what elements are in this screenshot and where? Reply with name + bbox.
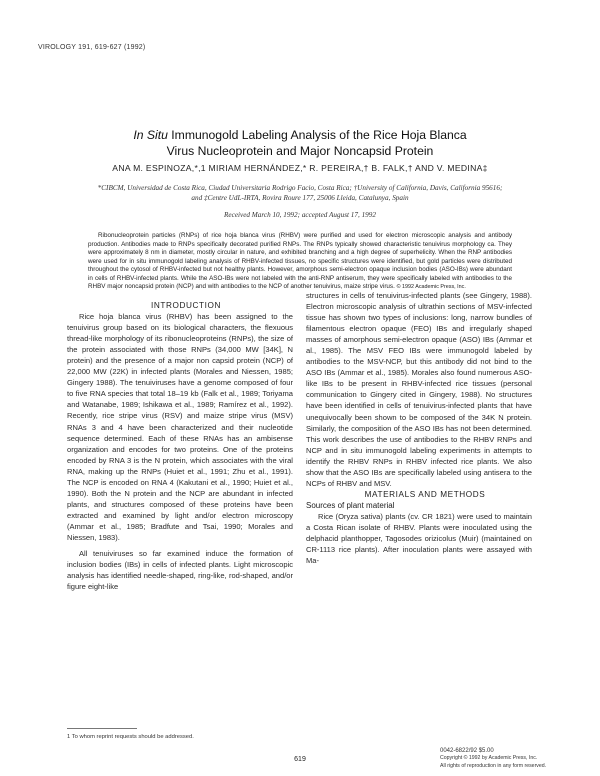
intro-paragraph-1: Rice hoja blanca virus (RHBV) has been assigned to the tenuivirus group based on its biological characters, the flexuous thread-like morphology of its ribonucleoproteins (RNPs), the size of the protein associated with those RNPs (34,000 MW [34K], N protein) and the presence of a major non capsid protein (NCP) of 22,000 MW (22K) in infected plants (Morales and Niessen, 1985; Gingery 1988). The tenuiviruses have a genome composed of four to five RNA species that total 18–19 kb (Falk et al., 1989; Toriyama and Watanabe, 1989; Ishikawa et al., 1989; Ramírez et al., 1992). Recently, rice stripe virus (RSV) and maize stripe virus (MSV) RNAs 3 and 4 have been characterized and their nucleotide sequence determined. Each of these RNAs has an ambisense organization and encodes for two proteins. One of the proteins encoded by RNA 3 is the N protein, which associates with the viral RNA, making up the RNPs (Huiet et al., 1991; Zhu et al., 1991). The NCP is encoded on RNA 4 (Kakutani et al., 1990; Huiet et al., 1990). Both the N protein and the NCP are abundant in infected plants, and structures composed of these proteins have been extracted and examined by light and/or electron microscopy (Ammar et al., 1985; Bradfute and Tsai, 1990; Morales and Niessen, 1983). [67, 312, 293, 542]
journal-reference: VIROLOGY 191, 619-627 (1992) [38, 44, 146, 51]
section-heading-methods: MATERIALS AND METHODS [364, 489, 486, 499]
footnote-divider [67, 728, 137, 729]
affiliation-line1: *CIBCM, Universidad de Costa Rica, Ciudad Universitaria Rodrigo Facio, Costa Rica; †University of California, Davis, California 95616; [97, 184, 503, 192]
left-column [67, 300, 293, 592]
right-column [306, 290, 532, 566]
affiliation-line2: and ‡Centre UdL-IRTA, Rovira Roure 177, 25006 Lleida, Catalunya, Spain [191, 194, 409, 202]
copyright-block [440, 748, 580, 770]
article-title [60, 127, 540, 159]
subsection-heading-plant-material: Sources of plant material [306, 500, 395, 510]
author-list: ANA M. ESPINOZA,*,1 MIRIAM HERNÁNDEZ,* R. PEREIRA,† B. FALK,† AND V. MEDINA‡ [112, 163, 488, 173]
copyright-line: Copyright © 1992 by Academic Press, Inc. [440, 755, 538, 762]
received-dates: Received March 10, 1992; accepted August 17, 1992 [224, 211, 376, 219]
section-heading-introduction: INTRODUCTION [151, 301, 221, 310]
rights-line: All rights of reproduction in any form reserved. [440, 762, 547, 769]
intro-paragraph-continued: structures in cells of tenuivirus-infected plants (see Gingery, 1988). Electron microscopic analysis of ultrathin sections of MSV-infected tissue has shown two types of inclusions: long, narrow bundles of filamentous electron opaque (FEO) IBs and irregularly shaped masses of amorphous semi-electron opaque (ASO) IBs (Ammar et al., 1985). The MSV FEO IBs were immunogold labeled by antibodies to the MSV-NCP, but this antibody did not bind to the ASO IBs (Ammar et al., 1985). Morales also found numerous ASO-like IBs to be present in RHBV-infected rice tissues (personal communication to Gingery cited in Gingery, 1988). No structures have been identified in cells of tenuivirus-infected plants that have unequivocally been shown to be composed of the 34K N protein. Similarly, the composition of the ASO IBs has not been determined. This work describes the use of antibodies to the RHBV RNPs and NCP and in situ immunogold labeling experiments in attempts to identify the RHBV RNPs in RHBV infected rice plants. We also show that the ASO IBs are specifically labeled using antisera to the NCPs of RHBV and MSV. [306, 291, 532, 488]
issn-price: 0042-6822/92 $5.00 [440, 748, 494, 754]
intro-paragraph-2: All tenuiviruses so far examined induce the formation of inclusion bodies (IBs) in cells of infected plants. Light microscopic analysis has identified needle-shaped, ring-like, rod-shaped, and/or figure eight-like [67, 549, 293, 592]
abstract-copyright: © 1992 Academic Press, Inc. [396, 284, 466, 291]
page-number: 619 [294, 756, 306, 763]
abstract-text: Ribonucleoprotein particles (RNPs) of rice hoja blanca virus (RHBV) were purified and used for electron microscopic analysis and antibody production. Antibodies made to RNPs specifically decorated purified RNPs. The RNPs typically showed characteristic tenuivirus morphology ca. They were approximately 8 nm in diameter, mostly circular in nature, and exhibited branching and a high degree of superhelicity. When the RNP antibodies were used for in situ immunogold labeling analysis of RHBV-infected tissues, no specific structures were identified, but gold particles were distributed throughout the cytosol of RHBV-infected but not healthy plants. However, amorphous semi-electron opaque inclusion bodies (ASO-IBs) were abundant in cells of RHBV-infected plants. While the ASO-IBs were not labeled with the anti-RNP antiserum, they were specifically labeled with antibodies to the RHBV major noncapsid protein (NCP) and with antibodies to the NCP of another tenuivirus, maize stripe virus. [88, 232, 512, 291]
title-line2: Virus Nucleoprotein and Major Noncapsid Protein [166, 144, 434, 158]
abstract [88, 232, 512, 292]
affiliations [60, 183, 540, 203]
title-italic-part: In Situ [133, 128, 168, 142]
methods-paragraph-1: Rice (Oryza sativa) plants (cv. CR 1821) were used to maintain a Costa Rican isolate of RHBV. Plants were inoculated using the delphacid planthopper, Tagosodes orizicolus (Muir) (maintained on CR-1113 rice plants). After inoculation plants were assayed with Ma- [306, 511, 532, 566]
footnote: 1 To whom reprint requests should be addressed. [67, 734, 194, 740]
title-line1-rest: Immunogold Labeling Analysis of the Rice Hoja Blanca [167, 128, 467, 142]
